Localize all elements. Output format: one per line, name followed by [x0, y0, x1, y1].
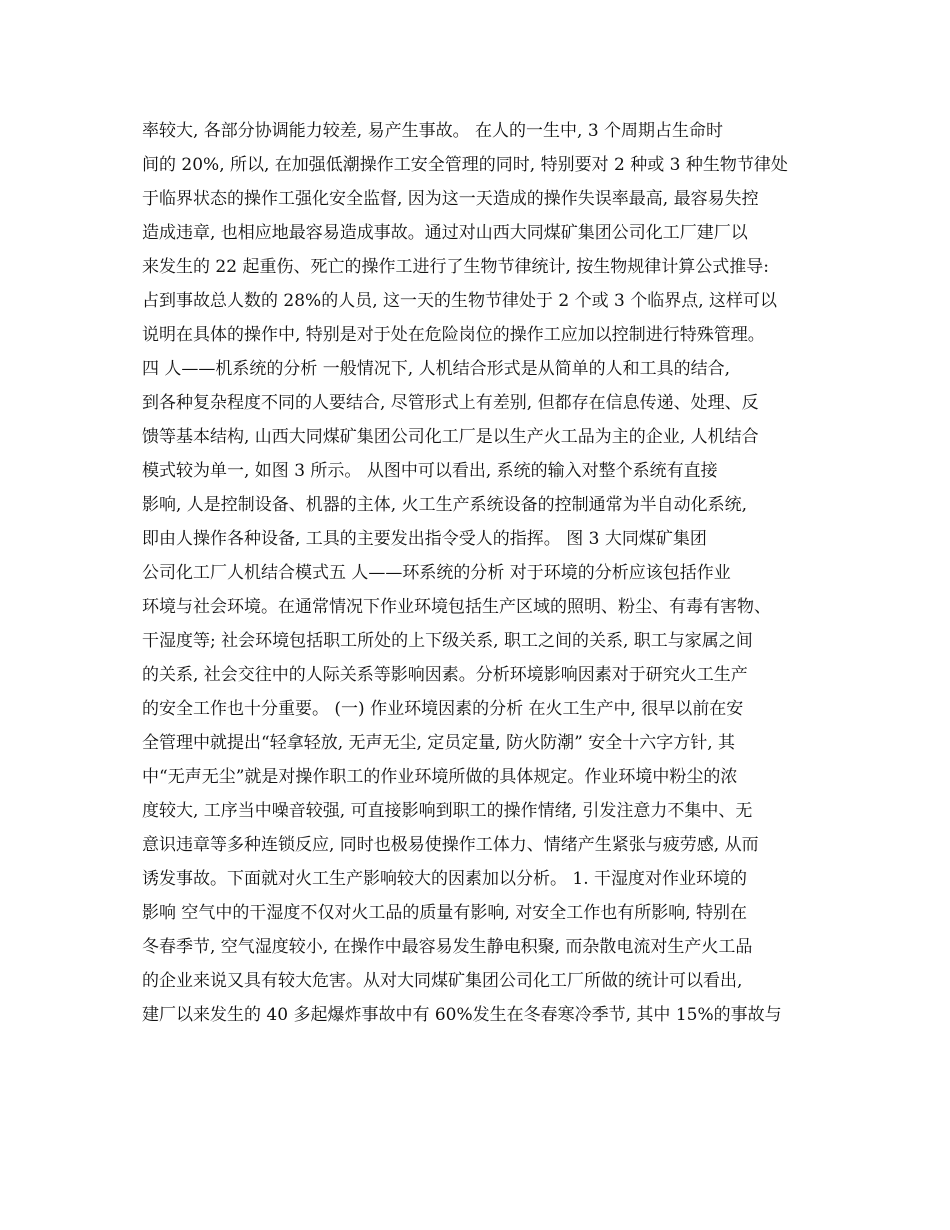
text-line: 影响, 人是控制设备、机器的主体, 火工生产系统设备的控制通常为半自动化系统,: [142, 495, 748, 515]
text-line: 中“无声无尘”就是对操作职工的作业环境所做的具体规定。作业环境中粉尘的浓: [142, 767, 738, 787]
text-line: 的关系, 社会交往中的人际关系等影响因素。分析环境影响因素对于研究火工生产: [142, 665, 748, 685]
section-heading-line: 公司化工厂人机结合模式五 人——环系统的分析 对于环境的分析应该包括作业: [142, 563, 731, 583]
text-line: 于临界状态的操作工强化安全监督, 因为这一天造成的操作失误率最高, 最容易失控: [142, 189, 759, 209]
body-text: [142, 114, 842, 1032]
section-heading-line: 四 人——机系统的分析 一般情况下, 人机结合形式是从简单的人和工具的结合,: [142, 359, 731, 379]
text-line: 建厂以来发生的 40 多起爆炸事故中有 60%发生在冬春寒冷季节, 其中 15%的事故与: [142, 1005, 782, 1025]
text-line: 率较大, 各部分协调能力较差, 易产生事故。 在人的一生中, 3 个周期占生命时: [142, 121, 724, 141]
text-line: 诱发事故。下面就对火工生产影响较大的因素加以分析。 1. 干湿度对作业环境的: [142, 869, 748, 889]
text-line: 环境与社会环境。在通常情况下作业环境包括生产区域的照明、粉尘、有毒有害物、: [142, 597, 771, 617]
text-line: 即由人操作各种设备, 工具的主要发出指令受人的指挥。 图 3 大同煤矿集团: [142, 529, 707, 549]
text-line: 来发生的 22 起重伤、死亡的操作工进行了生物节律统计, 按生物规律计算公式推导:: [142, 257, 769, 277]
text-line: 模式较为单一, 如图 3 所示。 从图中可以看出, 系统的输入对整个系统有直接: [142, 461, 718, 481]
text-line: 造成违章, 也相应地最容易造成事故。通过对山西大同煤矿集团公司化工厂建厂以: [142, 223, 748, 243]
text-line: 间的 20%, 所以, 在加强低潮操作工安全管理的同时, 特别要对 2 种或 3 种生物节律处: [142, 155, 788, 175]
text-line: 冬春季节, 空气湿度较小, 在操作中最容易发生静电积聚, 而杂散电流对生产火工品: [142, 937, 753, 957]
text-line: 馈等基本结构, 山西大同煤矿集团公司化工厂是以生产火工品为主的企业, 人机结合: [142, 427, 759, 447]
text-line: 占到事故总人数的 28%的人员, 这一天的生物节律处于 2 个或 3 个临界点, 这样可以: [142, 291, 778, 311]
text-line: 说明在具体的操作中, 特别是对于处在危险岗位的操作工应加以控制进行特殊管理。: [142, 325, 765, 345]
text-line: 全管理中就提出“轻拿轻放, 无声无尘, 定员定量, 防火防潮” 安全十六字方针, 其: [142, 733, 736, 753]
text-line: 意识违章等多种连锁反应, 同时也极易使操作工体力、情绪产生紧张与疲劳感, 从而: [142, 835, 759, 855]
text-line: 到各种复杂程度不同的人要结合, 尽管形式上有差别, 但都存在信息传递、处理、反: [142, 393, 759, 413]
text-line: 度较大, 工序当中噪音较强, 可直接影响到职工的操作情绪, 引发注意力不集中、无: [142, 801, 753, 821]
text-line: 干湿度等; 社会环境包括职工所处的上下级关系, 职工之间的关系, 职工与家属之间: [142, 631, 753, 651]
text-line: 的安全工作也十分重要。 (一) 作业环境因素的分析 在火工生产中, 很早以前在安: [142, 699, 744, 719]
text-line: 的企业来说又具有较大危害。从对大同煤矿集团公司化工厂所做的统计可以看出,: [142, 971, 743, 991]
text-line: 影响 空气中的干湿度不仅对火工品的质量有影响, 对安全工作也有所影响, 特别在: [142, 903, 748, 923]
